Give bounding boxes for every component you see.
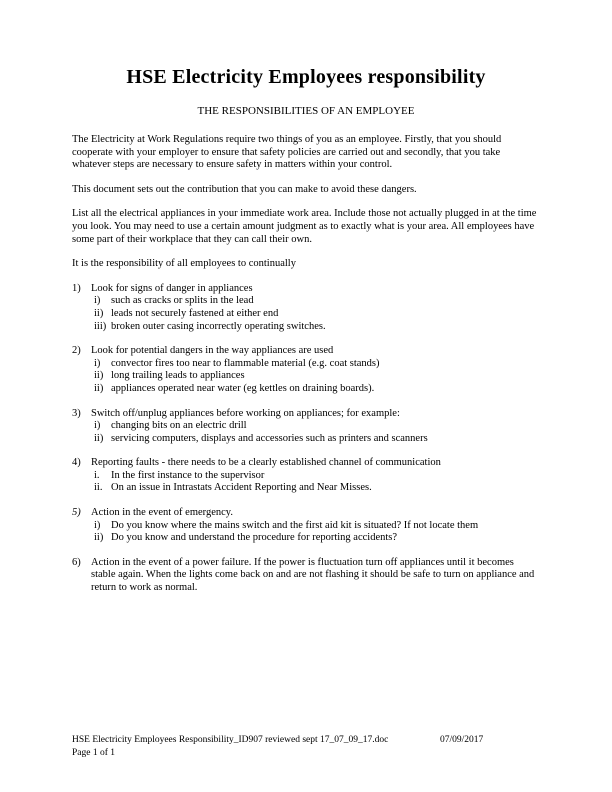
list-item-2-number: 2) — [72, 345, 81, 357]
subitem-text: In the first instance to the supervisor — [111, 469, 265, 481]
list-item-3-text: Switch off/unplug appliances before working on appliances; for example: — [91, 407, 400, 419]
subitem — [94, 370, 540, 383]
paragraph-responsibility: It is the responsibility of all employees to continually — [72, 258, 296, 270]
subitem-number: i) — [94, 295, 101, 307]
list-item-1-main — [72, 283, 540, 296]
list-item-1 — [72, 283, 540, 333]
list-item-4-text: Reporting faults - there needs to be a clearly established channel of communication — [91, 457, 441, 469]
subitem — [94, 308, 540, 321]
subitem-number: ii) — [94, 307, 104, 319]
document-footer — [72, 734, 540, 760]
subitem-text: leads not securely fastened at either end — [111, 307, 279, 319]
subitem-text: On an issue in Intrastats Accident Reporting and Near Misses. — [111, 482, 372, 494]
subitem — [94, 420, 540, 433]
list-item-3 — [72, 408, 540, 446]
list-item-6-text: Action in the event of a power failure. If the power is fluctuation turn off appliances until it becomes stable again. When the lights come back on and are not flashing it should be safe to turn on appliance and return to work as normal. — [91, 556, 535, 594]
subitem — [94, 520, 540, 533]
subitem — [94, 321, 540, 334]
list-item-4-subitems — [72, 470, 540, 495]
subitem — [94, 383, 540, 396]
subitem-number: ii) — [94, 370, 104, 382]
document-title: HSE Electricity Employees responsibility — [126, 66, 486, 88]
document-subtitle: THE RESPONSIBILITIES OF AN EMPLOYEE — [197, 105, 415, 117]
list-item-4 — [72, 457, 540, 495]
list-item-4-main — [72, 457, 540, 470]
subitem-text: changing bits on an electric drill — [111, 420, 247, 432]
subitem — [94, 532, 540, 545]
subitem-text: Do you know and understand the procedure for reporting accidents? — [111, 532, 398, 544]
list-item-1-text: Look for signs of danger in appliances — [91, 282, 253, 294]
subitem — [94, 295, 540, 308]
subitem — [94, 470, 540, 483]
list-item-2 — [72, 345, 540, 395]
list-item-6 — [72, 557, 540, 595]
footer-filename: HSE Electricity Employees Responsibility_ID907 reviewed sept 17_07_09_17.doc — [72, 735, 389, 745]
list-item-5-text: Action in the event of emergency. — [91, 507, 233, 519]
subitem — [94, 358, 540, 371]
list-item-2-text: Look for potential dangers in the way appliances are used — [91, 345, 334, 357]
paragraph-purpose: This document sets out the contribution that you can make to avoid these dangers. — [72, 183, 417, 195]
list-item-3-subitems — [72, 420, 540, 445]
subitem-number: ii. — [94, 482, 103, 494]
subitem-number: i) — [94, 357, 101, 369]
subitem-text: such as cracks or splits in the lead — [111, 295, 254, 307]
list-item-3-number: 3) — [72, 407, 81, 419]
subitem-text: Do you know where the mains switch and the first aid kit is situated? If not locate them — [111, 519, 479, 531]
subitem-number: ii) — [94, 532, 104, 544]
footer-line — [72, 734, 540, 747]
subitem-text: long trailing leads to appliances — [111, 370, 245, 382]
subitem-number: i) — [94, 519, 101, 531]
subitem-number: iii) — [94, 320, 107, 332]
list-item-5-main — [72, 507, 540, 520]
subitem — [94, 482, 540, 495]
list-item-5 — [72, 507, 540, 545]
subitem-text: broken outer casing incorrectly operating switches. — [111, 320, 326, 332]
footer-page-number: Page 1 of 1 — [72, 748, 116, 758]
subitem-number: i) — [94, 420, 101, 432]
list-item-2-subitems — [72, 358, 540, 396]
list-item-5-subitems — [72, 520, 540, 545]
paragraph-appliances: List all the electrical appliances in your immediate work area. Include those not actually plugged in at the time you look. You may need to use a certain amount judgment as to exactly what is your area. All employees have some part of their workplace that they can call their own. — [72, 208, 537, 245]
list-item-2-main — [72, 345, 540, 358]
list-item-4-number: 4) — [72, 457, 81, 469]
list-item-6-main — [72, 557, 540, 595]
paragraph-intro: The Electricity at Work Regulations require two things of you as an employee. Firstly, that you should cooperate with your employer to ensure that safety policies are carried out and secondly, that you take whatever steps are necessary to ensure safety in matters within your control. — [72, 134, 502, 171]
subitem-number: ii) — [94, 382, 104, 394]
footer-date: 07/09/2017 — [440, 735, 484, 745]
list-item-6-number: 6) — [72, 556, 81, 568]
subitem-number: i. — [94, 469, 100, 481]
list-item-3-main — [72, 408, 540, 421]
list-item-1-subitems — [72, 295, 540, 333]
subitem-text: appliances operated near water (eg kettles on draining boards). — [111, 382, 375, 394]
subitem-text: servicing computers, displays and accessories such as printers and scanners — [111, 432, 428, 444]
subitem-number: ii) — [94, 432, 104, 444]
list-item-5-number: 5) — [72, 507, 81, 519]
list-item-1-number: 1) — [72, 282, 81, 294]
subitem-text: convector fires too near to flammable material (e.g. coat stands) — [111, 357, 380, 369]
subitem — [94, 433, 540, 446]
